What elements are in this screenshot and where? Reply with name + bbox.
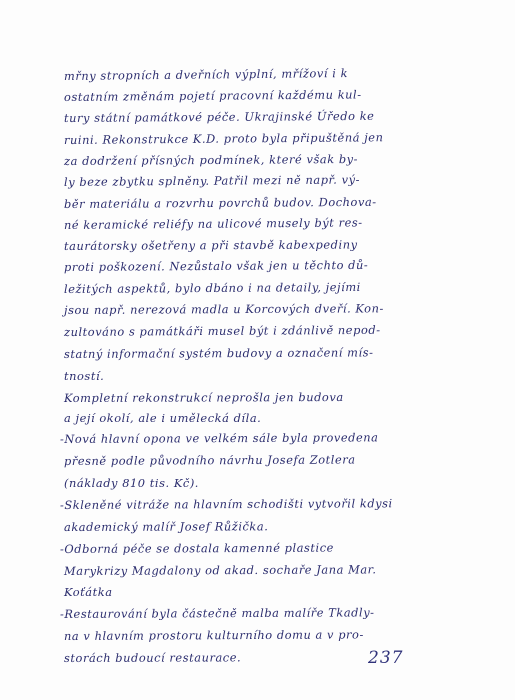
handwritten-line: -Odborná péče se dostala kamenné plastice xyxy=(59,540,334,556)
handwritten-line: -Nová hlavní opona ve velkém sále byla provedena xyxy=(59,430,379,446)
handwritten-line: za dodržení přísných podmínek, které však by- xyxy=(63,151,359,168)
handwritten-line: Kompletní rekonstrukcí neprošla jen budova xyxy=(63,390,344,405)
handwritten-line: jsou např. nerezová madla u Korcových dveří. Kon- xyxy=(63,301,384,317)
handwritten-line: -Restaurování byla částečně malba malíře Tkadly- xyxy=(59,605,375,621)
handwritten-line: tností. xyxy=(64,369,105,383)
handwritten-line: (náklady 810 tis. Kč). xyxy=(64,476,199,490)
handwritten-line: statný informační systém budovy a označení mís- xyxy=(63,345,374,361)
handwritten-line: tury státní památkové péče. Ukrajinské Úředo ke xyxy=(63,108,375,125)
handwritten-line: ostatním změnám pojetí pracovní každému kul- xyxy=(63,87,362,104)
handwritten-line: ležitých aspektů, bylo dbáno i na detaily, jejími xyxy=(63,279,361,296)
handwritten-line: né keramické reliéfy na ulicové musely být res- xyxy=(63,215,363,232)
handwritten-line: zultováno s památkáři musel být i zdánlivě nepod- xyxy=(63,322,381,339)
handwritten-line: přesně podle původního návrhu Josefa Zotlera xyxy=(63,452,356,468)
handwritten-line: Marykrizy Magdalony od akad. sochaře Jana Mar. xyxy=(63,562,377,578)
handwritten-line: mřny stropních a dveřních výplní, mřížoví i k xyxy=(63,66,349,83)
handwritten-line: Koťátka xyxy=(64,585,113,599)
handwritten-line: ruini. Rekonstrukce K.D. proto byla připuštěná jen xyxy=(63,130,384,147)
handwritten-line: akademický malíř Josef Růžička. xyxy=(63,519,269,534)
handwritten-line: proti poškození. Nezůstalo však jen u těchto dů- xyxy=(63,257,369,274)
handwritten-line: storách budoucí restaurace. xyxy=(63,650,242,665)
handwritten-line: a její okolí, ale i umělecká díla. xyxy=(64,411,262,425)
handwritten-line: na v hlavním prostoru kulturního domu a v pro- xyxy=(63,627,364,643)
handwritten-line: taurátorsky ošetřeny a při stavbě kabexpediny xyxy=(63,237,358,253)
handwritten-line: ly beze zbytku splněny. Patřil mezi ně např. vý- xyxy=(63,172,361,189)
page-number: 237 xyxy=(368,648,404,668)
handwritten-line: -Skleněné vitráže na hlavním schodišti vytvořil kdysi xyxy=(59,496,393,512)
handwritten-line: běr materiálu a rozvrhu povrchů budov. Dochova- xyxy=(63,194,377,211)
